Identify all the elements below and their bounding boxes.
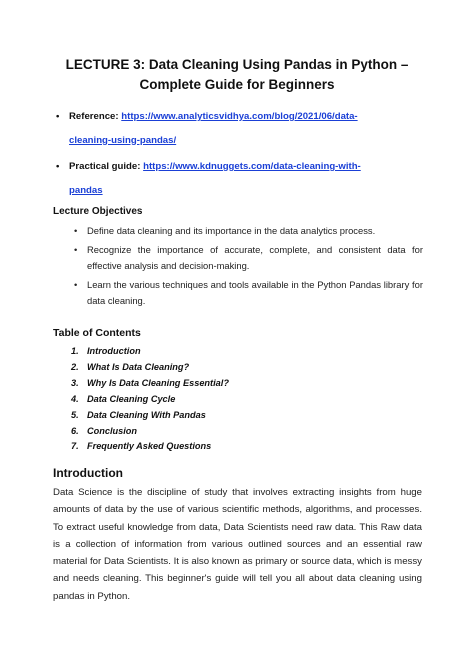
toc-item: 7. Frequently Asked Questions <box>71 441 212 452</box>
reference-item <box>56 105 409 152</box>
bullet-icon: • <box>74 278 78 290</box>
practical-guide-label: Practical guide: <box>69 161 144 172</box>
reference-item <box>56 155 409 202</box>
toc-item: 1. Introduction <box>71 346 141 356</box>
bullet-icon: • <box>56 161 60 172</box>
bullet-icon: • <box>56 111 60 122</box>
toc-item: 6. Conclusion <box>71 425 138 436</box>
title-line-1: LECTURE 3: Data Cleaning Using Pandas in Python – <box>65 57 409 72</box>
table-of-contents <box>71 344 229 455</box>
toc-item: 2. What Is Data Cleaning? <box>71 361 190 372</box>
page-title <box>40 55 434 95</box>
objectives-heading: Lecture Objectives <box>53 206 143 217</box>
objective-item: • Learn the various techniques and tools available in the Python Pandas library for data cleaning. <box>74 278 423 306</box>
reference-label: Reference: <box>69 111 122 122</box>
introduction-paragraph: Data Science is the discipline of study that involves extracting insights from huge amounts of data by the use of various scientific methods, algorithms, and processes. To extract useful knowledge from data, Data Scientists need raw data. This Raw data is a collection of information from various outlined sources and an essential raw material for Data Scientists. It is also known as primary or source data, which is messy and needs cleaning. This beginner's guide will tell you all about data cleaning using pandas in Python. <box>53 487 422 602</box>
objective-item: • Recognize the importance of accurate, complete, and consistent data for effective analysis and decision-making. <box>74 243 423 271</box>
objective-item: • Define data cleaning and its importance in the data analytics process. <box>87 223 423 240</box>
bullet-icon: • <box>74 225 78 236</box>
toc-heading: Table of Contents <box>53 327 141 339</box>
reference-link[interactable]: https://www.analyticsvidhya.com/blog/2021/06/data- cleaning-using-pandas/ <box>69 111 358 146</box>
toc-item: 4. Data Cleaning Cycle <box>71 393 176 404</box>
reference-list <box>56 105 409 205</box>
bullet-icon: • <box>74 243 78 255</box>
objectives-list <box>74 223 423 312</box>
practical-guide-link[interactable]: https://www.kdnuggets.com/data-cleaning-with- pandas <box>69 161 361 196</box>
toc-item: 3. Why Is Data Cleaning Essential? <box>71 377 229 388</box>
title-line-2: Complete Guide for Beginners <box>139 77 335 92</box>
introduction-heading: Introduction <box>53 466 123 480</box>
toc-item: 5. Data Cleaning With Pandas <box>71 409 206 420</box>
